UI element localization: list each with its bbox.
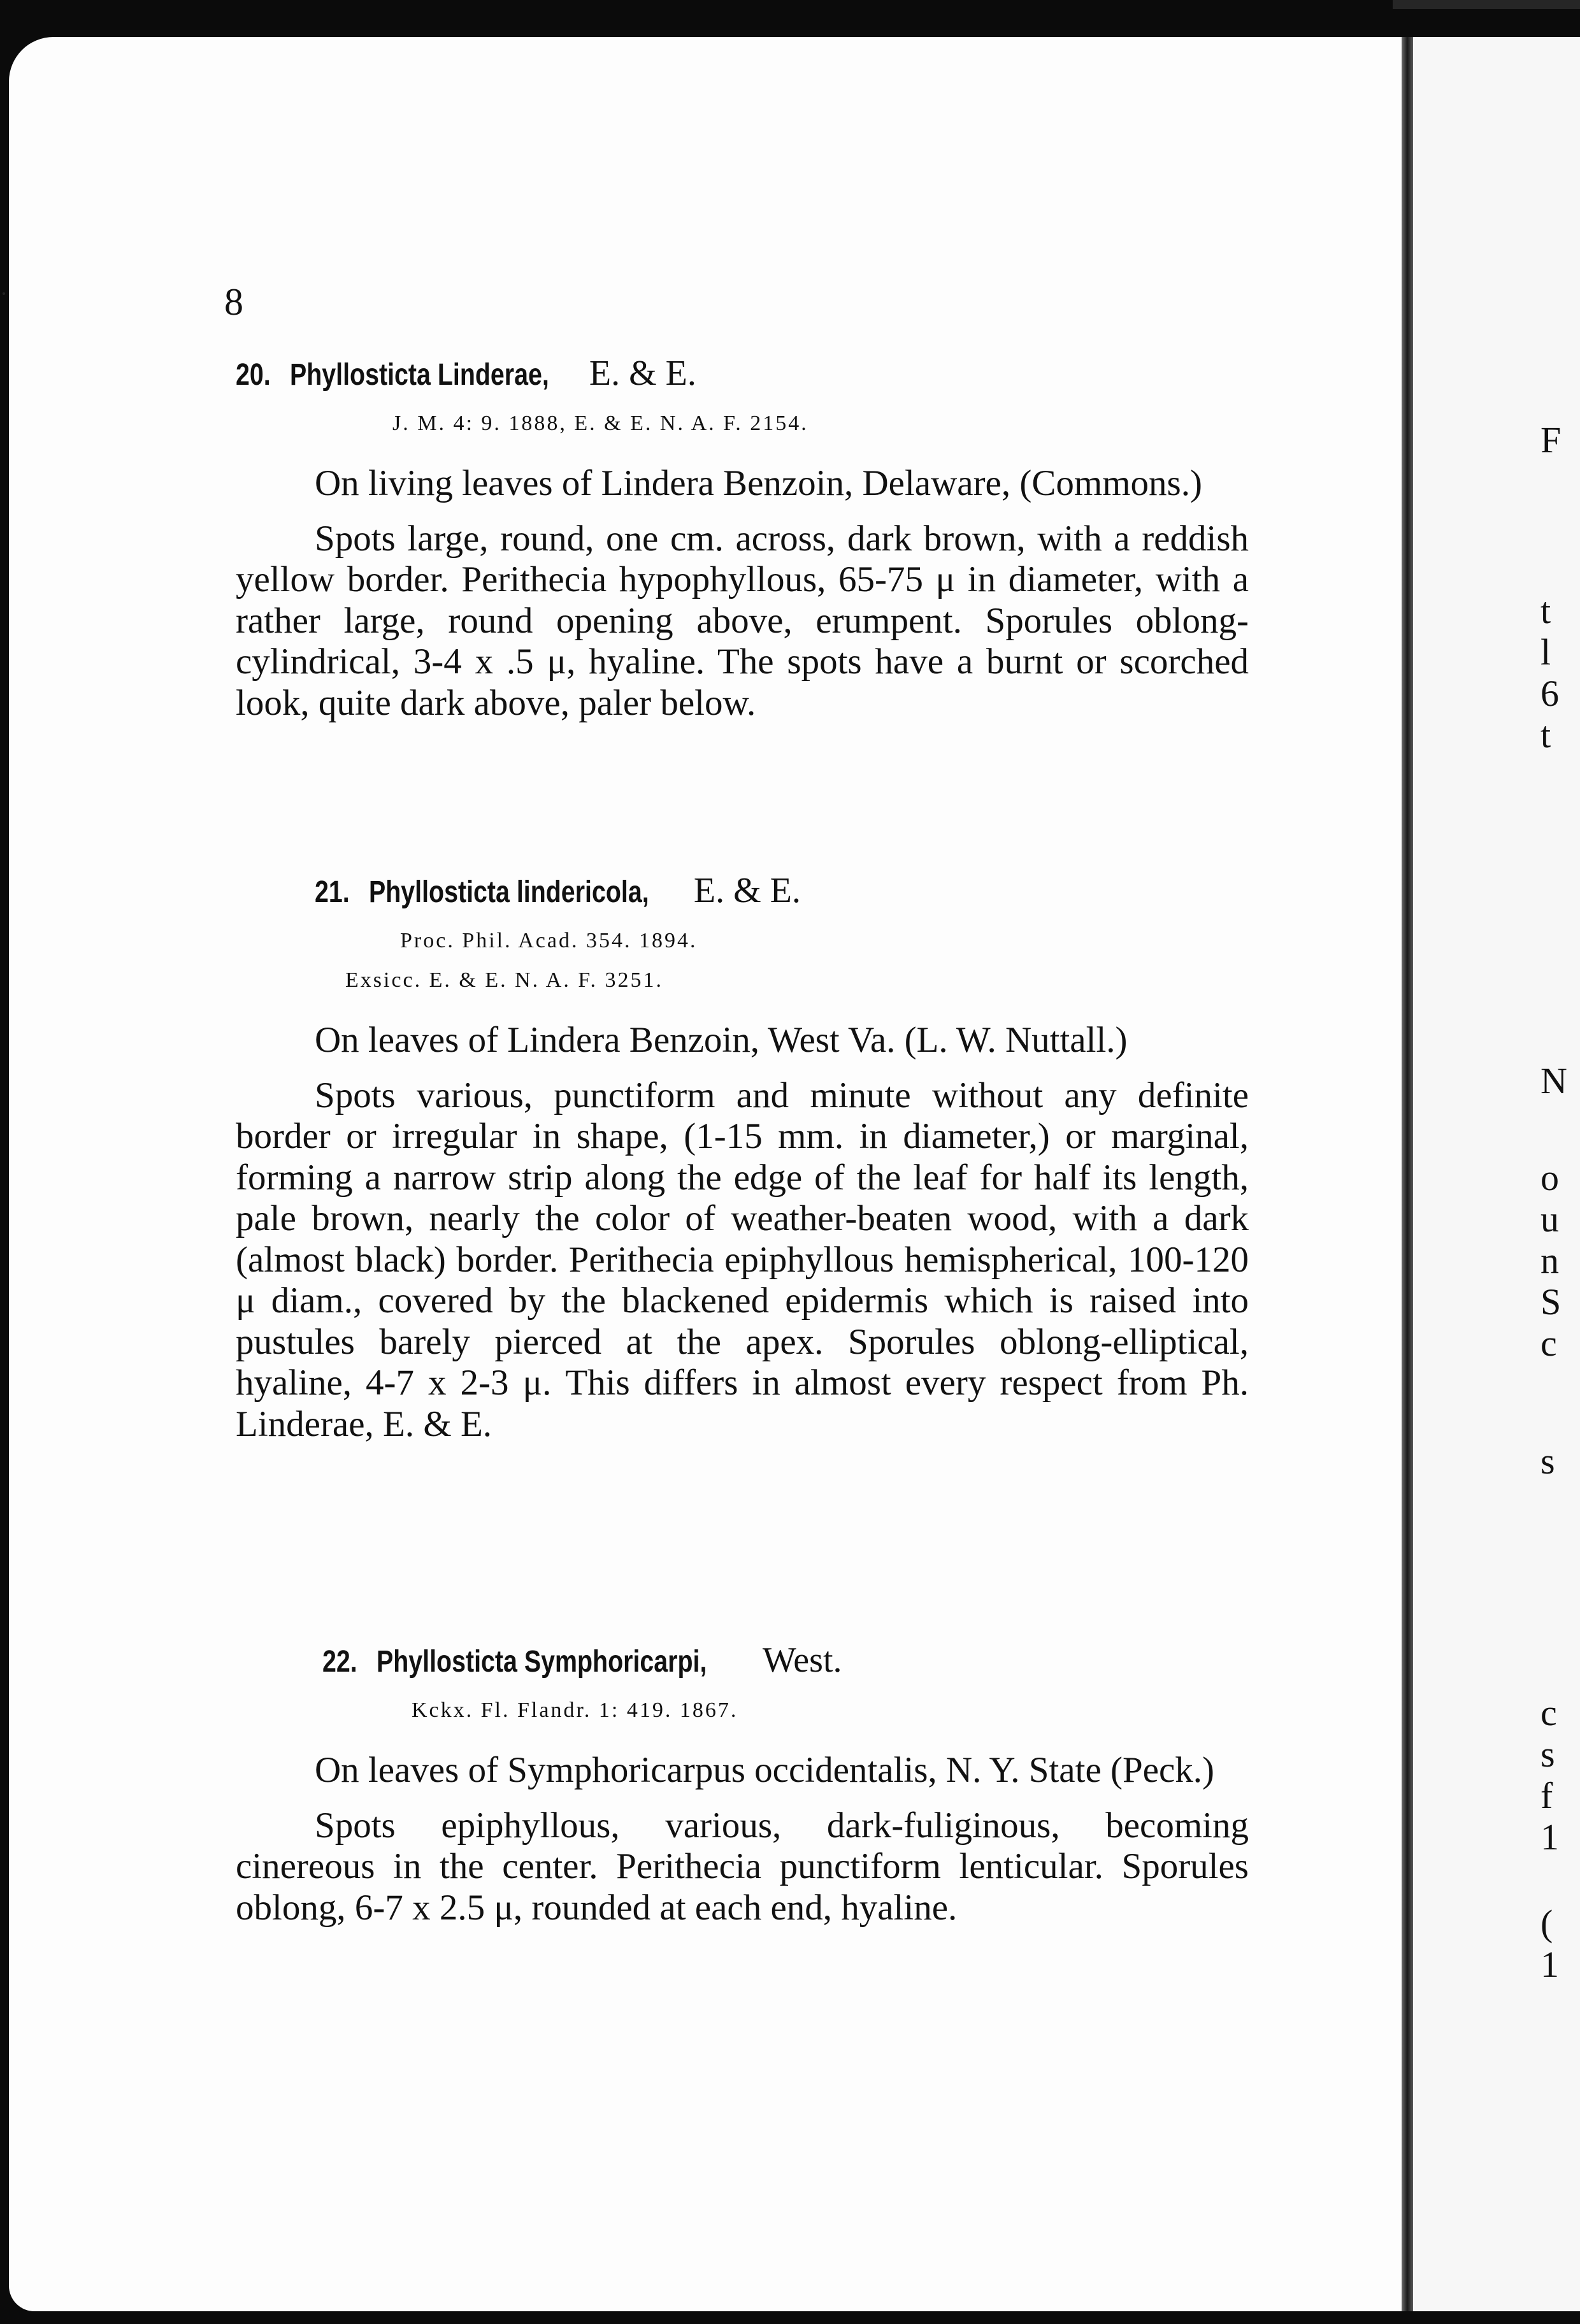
host-paragraph: On leaves of Symphoricarpus occidentalis, N. Y. State (Peck.) (315, 1750, 1215, 1790)
species-entry-21 (236, 866, 1249, 1445)
entry-number: 21. (315, 875, 350, 909)
entry-number: 22. (322, 1645, 357, 1679)
next-page-fragment: c (1540, 1692, 1557, 1733)
taxon-authority: E. & E. (693, 871, 801, 910)
next-page-fragment: u (1540, 1198, 1559, 1240)
next-page-fragment: F (1540, 419, 1562, 461)
entry-number: 20. (236, 358, 271, 392)
description-paragraph: Spots epiphyllous, various, dark-fuliginous, becoming cinereous in the center. Perithecia punctiform lenticular. Sporules oblong, 6-7 x 2.5 μ, rounded at each end, hyaline. (236, 1805, 1249, 1928)
description-paragraph: Spots various, punctiform and minute without any definite border or irregular in shape, (1-15 mm. in diameter,) or marginal, forming a narrow strip along the edge of the leaf for half its length, pale brown, nearly the color of weather-beaten wood, with a dark (almost black) border. Perithecia epiphyllous hemispherical, 100-120 μ diam., covered by the blackened epidermis which is raised into pustules barely pierced at the apex. Sporules oblong-elliptical, hyaline, 4-7 x 2-3 μ. This differs in almost every respect from Ph. Linderae, E. & E. (236, 1075, 1249, 1444)
next-page-fragment: s (1540, 1440, 1555, 1482)
taxon-name: Phyllosticta lindericola, (368, 875, 649, 909)
next-page-fragment: l (1540, 631, 1551, 673)
entry-heading (236, 1636, 1249, 1686)
scan-edge (1393, 0, 1580, 9)
next-page-fragment: t (1540, 590, 1551, 631)
next-page-fragment: N (1540, 1060, 1567, 1101)
next-page-fragment: n (1540, 1240, 1559, 1281)
citation: J. M. 4: 9. 1888, E. & E. N. A. F. 2154. (392, 412, 808, 435)
margin-speck: · (0, 281, 8, 306)
taxon-authority: West. (762, 1640, 842, 1680)
taxon-name: Phyllosticta Linderae, (289, 358, 549, 392)
next-page-fragment: o (1540, 1157, 1559, 1198)
next-page-fragment: f (1540, 1775, 1553, 1816)
page-number: 8 (224, 281, 243, 323)
entry-heading (236, 866, 1249, 917)
next-page-fragment: c (1540, 1323, 1557, 1364)
species-entry-22 (236, 1636, 1249, 1928)
next-page-fragment: S (1540, 1281, 1562, 1323)
page-gutter (1402, 37, 1413, 2311)
citation: Kckx. Fl. Flandr. 1: 419. 1867. (412, 1698, 738, 1722)
exsiccata-citation: Exsicc. E. & E. N. A. F. 3251. (345, 968, 664, 992)
host-paragraph: On leaves of Lindera Benzoin, West Va. (L. W. Nuttall.) (315, 1020, 1128, 1060)
description-paragraph: Spots large, round, one cm. across, dark brown, with a reddish yellow border. Perithecia hypophyllous, 65-75 μ in diameter, with a rather large, round opening above, erumpent. Sporules oblong-cylindrical, 3-4 x .5 μ, hyaline. The spots have a burnt or scorched look, quite dark above, paler below. (236, 518, 1249, 723)
host-paragraph: On living leaves of Lindera Benzoin, Delaware, (Commons.) (315, 463, 1202, 503)
next-page-fragment: 1 (1540, 1816, 1559, 1858)
next-page-fragment: s (1540, 1733, 1555, 1775)
citation: Proc. Phil. Acad. 354. 1894. (400, 929, 698, 952)
taxon-authority: E. & E. (589, 354, 696, 393)
species-entry-20 (236, 349, 1249, 724)
next-page-fragment: ( (1540, 1902, 1553, 1944)
entry-heading (236, 349, 1249, 399)
next-page-fragment: t (1540, 714, 1551, 756)
next-page-fragment: 1 (1540, 1944, 1559, 1985)
next-page-fragment: 6 (1540, 673, 1559, 714)
taxon-name: Phyllosticta Symphoricarpi, (376, 1645, 707, 1679)
